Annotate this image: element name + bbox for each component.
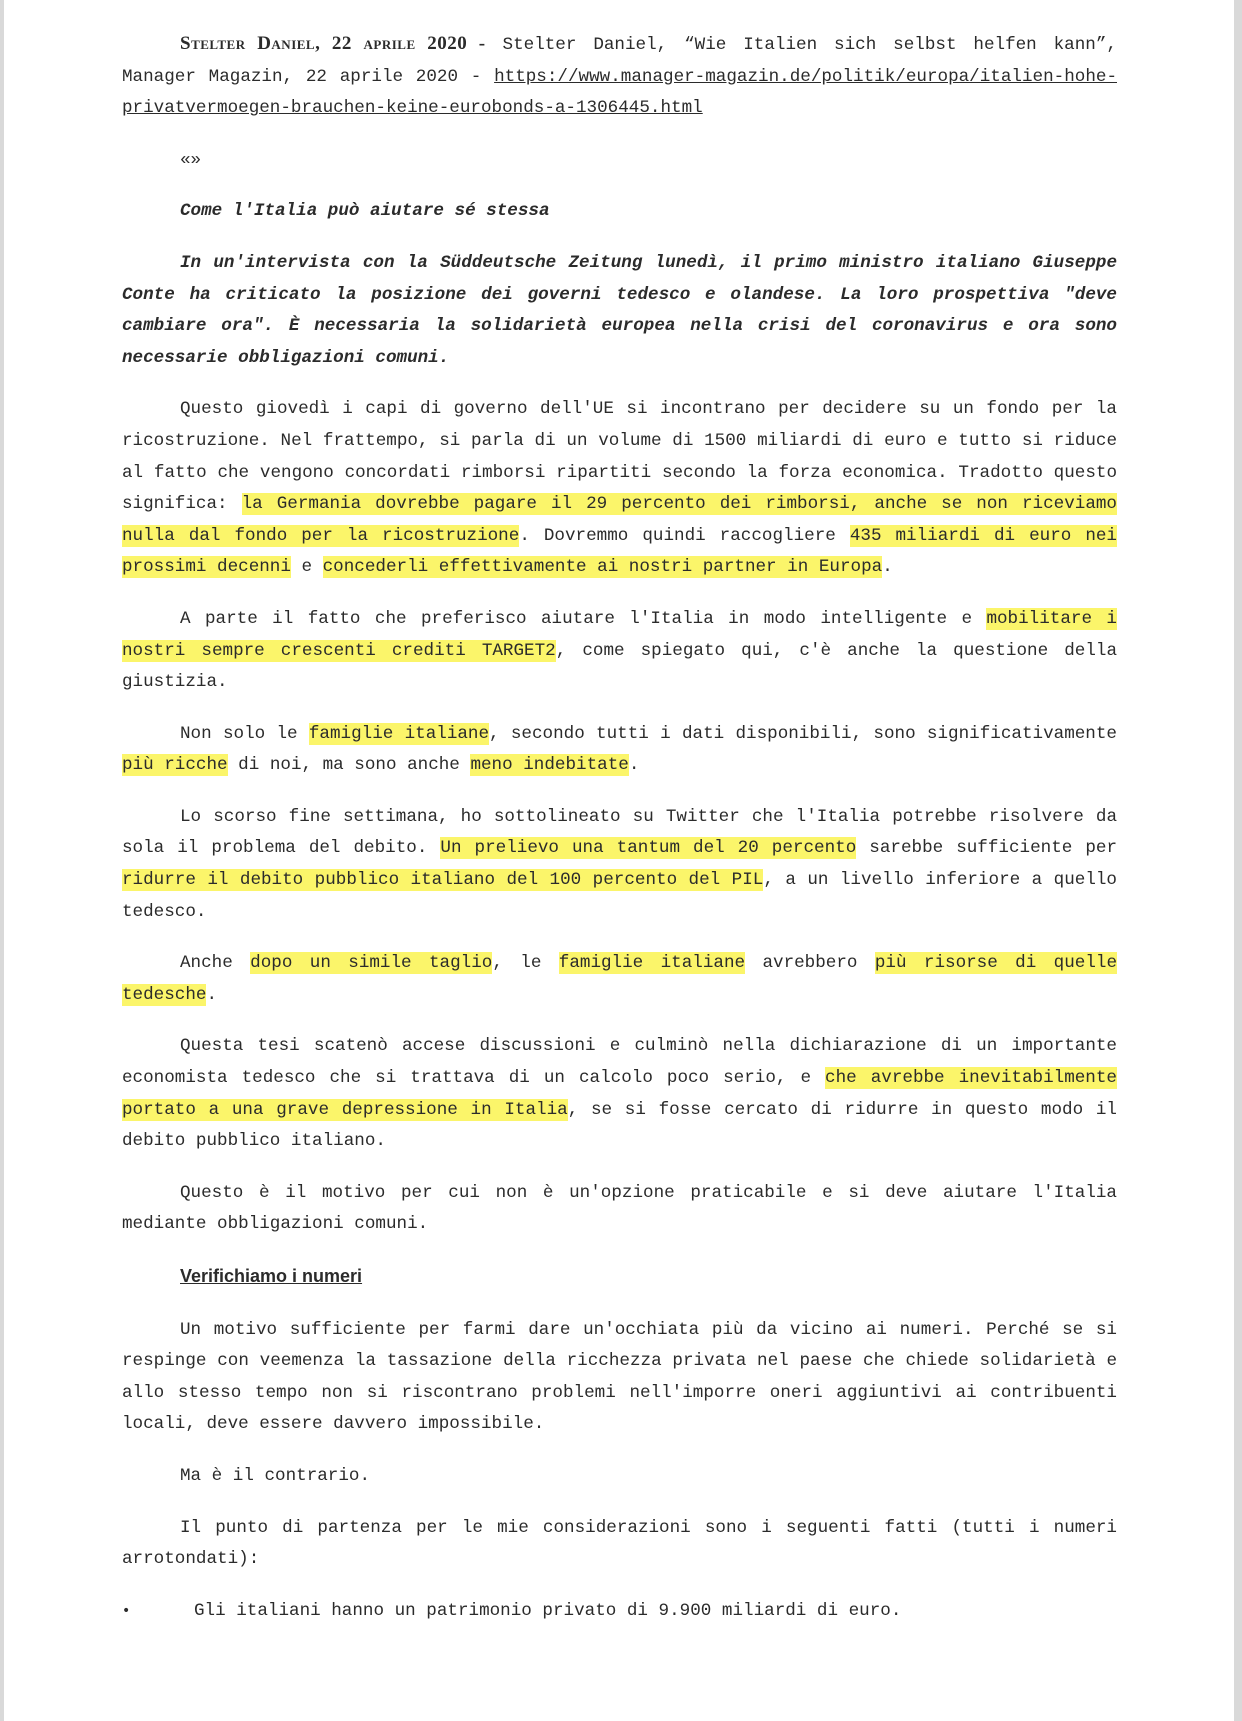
highlight: che avrebbe inevitabilmente portato a una grave depressione in Italia	[122, 1068, 1117, 1120]
paragraph-3	[122, 719, 1117, 782]
section-heading-text: Verifichiamo i numeri	[180, 1266, 363, 1286]
paragraph-8: Un motivo sufficiente per farmi dare un'occhiata più da vicino ai numeri. Perché se si respinge con veemenza la tassazione della ricchezza privata nel paese che chiede solidarietà e allo stesso tempo non si riscontrano problemi nell'imporre oneri aggiuntivi ai contribuenti locali, deve essere davvero impossibile.	[122, 1319, 1117, 1435]
text-run: .	[206, 984, 218, 1005]
paragraph-4	[122, 802, 1117, 928]
paragraph-5	[122, 948, 1117, 1011]
text-run: Questo giovedì i capi di governo dell'UE si incontrano per decidere su un fondo per la ricostruzione. Nel frattempo, si parla di un volume di 1500 miliardi di euro e tutto si riduce al fatto che vengono concordati rimborsi ripartiti secondo la forza economica. Tradotto questo significa:	[122, 399, 1117, 515]
bullet-icon: •	[122, 1602, 131, 1619]
paragraph-2	[122, 604, 1117, 699]
lead-paragraph: In un'intervista con la Süddeutsche Zeitung lunedì, il primo ministro italiano Giuseppe Conte ha criticato la posizione dei governi tedesco e olandese. La loro prospettiva "deve cambiare ora". È necessaria la solidarietà europea nella crisi del coronavirus e ora sono necessarie obbligazioni comuni.	[122, 252, 1117, 368]
text-run: . Dovremmo quindi raccogliere	[519, 525, 850, 546]
document-page	[4, 0, 1234, 1721]
text-run: avrebbero	[745, 953, 875, 974]
citation-text: Stelter Daniel, “Wie Italien sich selbst helfen kann”, Manager Magazin, 22 aprile 2020 -	[122, 35, 1117, 87]
highlight: famiglie italiane	[308, 723, 490, 744]
citation	[122, 28, 1117, 125]
list-item	[122, 1596, 1117, 1628]
text-run: , a un livello inferiore a quello tedesco.	[122, 870, 1117, 922]
text-run: , secondo tutti i dati disponibili, sono significativamente	[489, 723, 1117, 744]
article-title: Come l'Italia può aiutare sé stessa	[180, 201, 550, 222]
citation-label: Stelter Daniel, 22 aprile 2020 -	[180, 33, 486, 54]
text-run: A parte il fatto che preferisco aiutare l'Italia in modo intelligente e	[180, 608, 987, 629]
paragraph-9: Ma è il contrario.	[180, 1465, 371, 1486]
highlight: 435 miliardi di euro nei prossimi decenni	[122, 525, 1117, 578]
highlight: Un prelievo una tantum del 20 percento	[440, 838, 857, 859]
text-run: Lo scorso fine settimana, ho sottolineato su Twitter che l'Italia potrebbe risolvere da sola il problema del debito.	[122, 806, 1117, 859]
text-run: Questa tesi scatenò accese discussioni e culminò nella dichiarazione di un importante economista tedesco che si trattava di un calcolo poco serio, e	[122, 1036, 1117, 1089]
highlight: più ricche	[122, 755, 228, 776]
text-run: , come spiegato qui, c'è anche la questione della giustizia.	[122, 640, 1118, 693]
highlight: concederli effettivamente ai nostri partner in Europa	[322, 557, 883, 578]
highlight: ridurre il debito pubblico italiano del 100 percento del PIL	[122, 870, 764, 891]
highlight: meno indebitate	[470, 755, 629, 776]
paragraph-10: Il punto di partenza per le mie considerazioni sono i seguenti fatti (tutti i numeri arrotondati):	[122, 1517, 1117, 1570]
text-run: , se si fosse cercato di ridurre in questo modo il debito pubblico italiano.	[122, 1099, 1117, 1152]
highlight: la Germania dovrebbe pagare il 29 percento dei rimborsi, anche se non riceviamo nulla dal fondo per la ricostruzione	[122, 494, 1117, 546]
section-heading	[122, 1261, 1117, 1295]
text-run: di noi, ma sono anche	[227, 755, 471, 776]
highlight: famiglie italiane	[558, 953, 746, 974]
text-run: Non solo le	[180, 723, 309, 744]
text-run: Anche	[180, 953, 251, 974]
paragraph-7: Questo è il motivo per cui non è un'opzione praticabile e si deve aiutare l'Italia mediante obbligazioni comuni.	[122, 1182, 1117, 1235]
highlight: dopo un simile taglio	[250, 953, 493, 974]
highlight: più risorse di quelle tedesche	[122, 953, 1118, 1005]
paragraph-1	[122, 394, 1117, 584]
paragraph-6	[122, 1031, 1117, 1157]
text-run: .	[882, 557, 893, 578]
text-run: , le	[492, 953, 559, 974]
highlight: mobilitare i nostri sempre crescenti crediti TARGET2	[122, 608, 1117, 661]
text-run: e	[290, 557, 323, 578]
document-body	[122, 28, 1117, 1627]
citation-link[interactable]: https://www.manager-magazin.de/politik/europa/italien-hohe-privatvermoegen-brauchen-keine-eurobonds-a-1306445.html	[122, 66, 1117, 119]
text-run: sarebbe sufficiente per	[856, 838, 1118, 859]
quote-marks: «»	[180, 149, 202, 170]
text-run: .	[628, 755, 640, 776]
list-item-text: Gli italiani hanno un patrimonio privato di 9.900 miliardi di euro.	[194, 1600, 902, 1621]
